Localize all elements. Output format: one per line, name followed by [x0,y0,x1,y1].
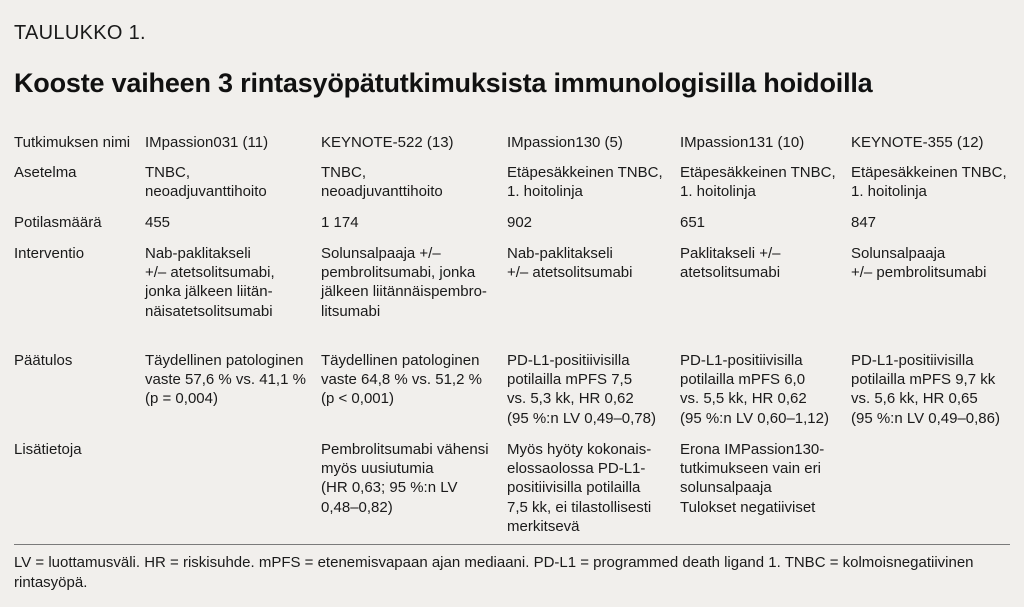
row-label-patients: Potilasmäärä [14,214,102,231]
notes-cell: Pembrolitsumabi vähensi myös uusiutumia (HR 0,63; 95 %:n LV 0,48–0,82) [321,441,489,516]
setting-cell: TNBC, neoadjuvanttihoito [145,164,267,201]
study-name-cell: IMpassion031 (11) [145,134,269,151]
study-name-cell: IMpassion130 (5) [507,134,623,151]
outcome-cell: Täydellinen patologinen vaste 64,8 % vs. 51,2 % (p < 0,001) [321,352,482,408]
notes-cell: Erona IMPassion130- tutkimukseen vain eri solunsalpaaja Tulokset negatiiviset [680,441,825,516]
intervention-cell: Paklitakseli +/– atetsolitsumabi [680,245,781,282]
outcome-cell: Täydellinen patologinen vaste 57,6 % vs. 41,1 % (p = 0,004) [145,352,306,408]
study-name-cell: KEYNOTE-522 (13) [321,134,454,151]
patients-cell: 651 [680,214,706,231]
outcome-cell: PD-L1-positiivisilla potilailla mPFS 7,5 vs. 5,3 kk, HR 0,62 (95 %:n LV 0,49–0,78) [507,352,656,427]
intervention-cell: Nab-paklitakseli +/– atetsolitsumabi [507,245,633,282]
table-footnote: LV = luottamusväli. HR = riskisuhde. mPFS = etenemisvapaan ajan mediaani. PD-L1 = programmed death ligand 1. TNBC = kolmoisnegatiivinen rintasyöpä. [14,554,974,591]
intervention-cell: Nab-paklitakseli +/– atetsolitsumabi, jonka jälkeen liitän- näisatetsolitsumabi [145,245,275,320]
patients-cell: 902 [507,214,533,231]
setting-cell: TNBC, neoadjuvanttihoito [321,164,443,201]
row-label-setting: Asetelma [14,164,77,181]
study-name-cell: KEYNOTE-355 (12) [851,134,984,151]
row-label-notes: Lisätietoja [14,441,82,458]
row-label-intervention: Interventio [14,245,85,262]
setting-cell: Etäpesäkkeinen TNBC, 1. hoitolinja [507,164,663,201]
row-label-outcome: Päätulos [14,352,73,369]
patients-cell: 1 174 [321,214,359,231]
patients-cell: 455 [145,214,171,231]
notes-cell: Myös hyöty kokonais- elossaolossa PD-L1- positiivisilla potilailla 7,5 kk, ei tilastollisesti merkitsevä [507,441,652,535]
intervention-cell: Solunsalpaaja +/– pembrolitsumabi, jonka jälkeen liitännäispembro- litsumabi [321,245,487,320]
footnote-divider [14,544,1010,545]
row-label-study-name: Tutkimuksen nimi [14,134,131,151]
intervention-cell: Solunsalpaaja +/– pembrolitsumabi [851,245,987,282]
table-title: Kooste vaiheen 3 rintasyöpätutkimuksista immunologisilla hoidoilla [14,68,873,98]
outcome-cell: PD-L1-positiivisilla potilailla mPFS 9,7 kk vs. 5,6 kk, HR 0,65 (95 %:n LV 0,49–0,86) [851,352,1000,427]
setting-cell: Etäpesäkkeinen TNBC, 1. hoitolinja [851,164,1007,201]
outcome-cell: PD-L1-positiivisilla potilailla mPFS 6,0 vs. 5,5 kk, HR 0,62 (95 %:n LV 0,60–1,12) [680,352,829,427]
table-label: TAULUKKO 1. [14,22,146,44]
study-name-cell: IMpassion131 (10) [680,134,805,151]
setting-cell: Etäpesäkkeinen TNBC, 1. hoitolinja [680,164,836,201]
patients-cell: 847 [851,214,877,231]
